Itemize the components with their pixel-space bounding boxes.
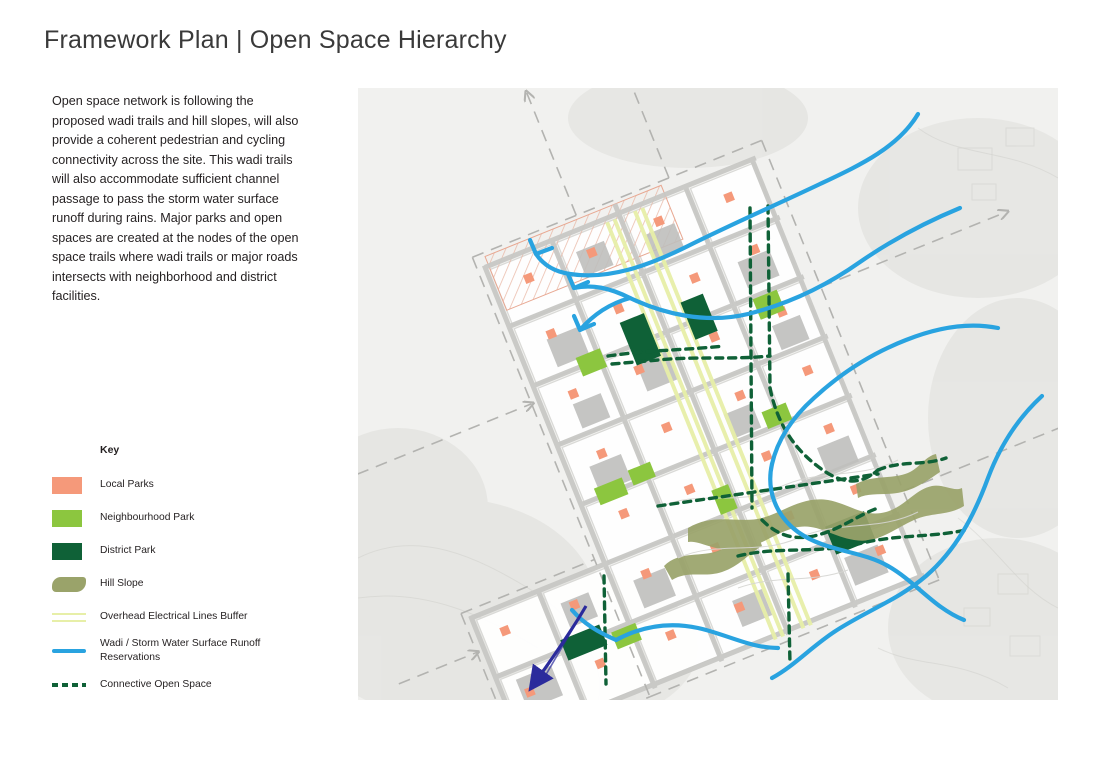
legend-swatch-overhead-lines (52, 612, 100, 623)
legend-label-local-parks: Local Parks (100, 479, 154, 491)
legend-item-neighbourhood-park (52, 505, 322, 531)
legend-title: Key (100, 444, 120, 456)
legend-label-overhead-lines: Overhead Electrical Lines Buffer (100, 611, 248, 623)
legend-swatch-connective-open-space (52, 683, 100, 687)
legend-item-local-parks (52, 472, 322, 498)
page-title: Framework Plan | Open Space Hierarchy (44, 26, 507, 54)
legend (52, 444, 322, 705)
legend-item-wadi (52, 637, 322, 665)
legend-swatch-local-parks (52, 477, 100, 494)
legend-swatch-district-park (52, 543, 100, 560)
framework-plan-map (358, 88, 1058, 700)
legend-item-overhead-lines (52, 604, 322, 630)
legend-label-hill-slope: Hill Slope (100, 578, 144, 590)
legend-swatch-neighbourhood-park (52, 510, 100, 527)
legend-label-wadi: Wadi / Storm Water Surface Runoff Reservations (100, 638, 261, 663)
legend-swatch-hill-slope (52, 577, 100, 592)
description-text: Open space network is following the proposed wadi trails and hill slopes, will also provide a coherent pedestrian and cycling connectivity across the site. This wadi trails will also accommodate sufficient channel passage to pass the storm water surface runoff during rains. Major parks and open spaces are created at the nodes of the open space trails where wadi trails or major roads intersects with neighborhood and district facilities. (52, 94, 299, 304)
legend-label-connective-open-space: Connective Open Space (100, 678, 212, 690)
legend-item-connective-open-space (52, 672, 322, 698)
legend-item-district-park (52, 538, 322, 564)
legend-item-hill-slope (52, 571, 322, 597)
legend-label-neighbourhood-park: Neighbourhood Park (100, 512, 195, 524)
legend-label-district-park: District Park (100, 545, 156, 557)
legend-swatch-wadi (52, 649, 100, 653)
